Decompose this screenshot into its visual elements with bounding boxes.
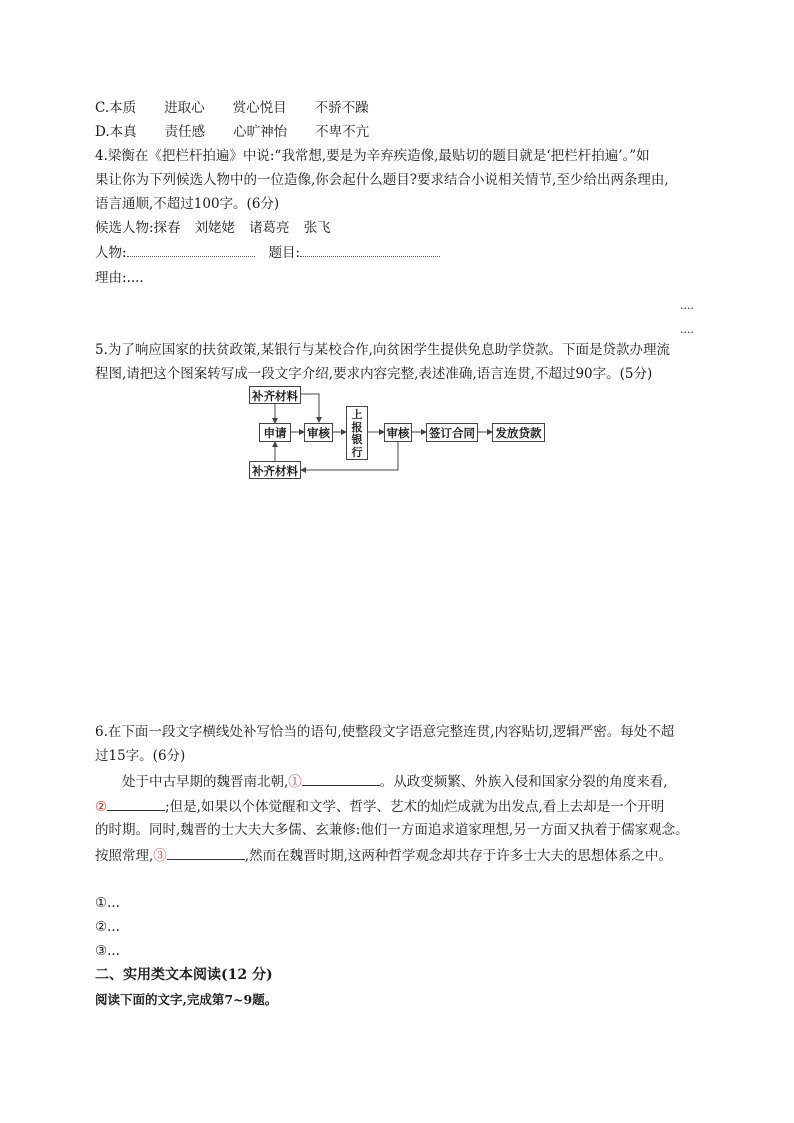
q5-line2: 程图,请把这个图案转写成一段文字介绍,要求内容完整,表述准确,语言连贯,不超过90字。(5分): [95, 366, 653, 382]
q6-line1: 6.在下面一段文字横线处补写恰当的语句,使整段文字语意完整连贯,内容贴切,逻辑严密。每处不超: [95, 724, 675, 740]
q6-p2-text: ;但是,如果以个体觉醒和文学、哲学、艺术的灿烂成就为出发点,看上去却是一个开明: [165, 799, 665, 815]
flow-review1: 审核: [304, 423, 333, 442]
option-d-word1: 责任感: [164, 124, 206, 140]
candidate-3: 诸葛亮: [249, 220, 290, 236]
flow-supplement-top: 补齐材料: [249, 386, 301, 404]
flow-issue-loan: 发放贷款: [492, 423, 545, 442]
candidate-1: 候选人物:探春: [95, 220, 181, 236]
blank-3-marker: ③: [153, 848, 167, 864]
q6-answer-2: ②...: [95, 919, 120, 935]
q6-para-line1: [122, 771, 668, 792]
q6-line2: 过15字。(6分): [95, 748, 186, 764]
q6-p4-text-a: 按照常理,: [95, 848, 154, 864]
blank-1-line[interactable]: [302, 771, 380, 786]
candidate-4: 张飞: [303, 220, 331, 236]
flow-apply: 申请: [259, 423, 291, 442]
reason-ellipsis: ....: [126, 270, 144, 286]
reason-ellipsis-1: ....: [680, 299, 694, 312]
person-label: 人物:: [95, 245, 127, 261]
reason-label: 理由:: [95, 270, 127, 286]
option-c-word3: 不骄不躁: [314, 100, 369, 116]
q6-answer-1: ①...: [95, 895, 120, 911]
option-c-word1: 进取心: [164, 100, 205, 116]
title-label: 题目:: [268, 245, 301, 261]
q6-para-line3: 的时期。同时,魏晋的士大夫大多儒、玄兼修:他们一方面追求道家理想,另一方面又执着于儒家观念。: [95, 822, 689, 838]
flowchart-connectors: [0, 0, 794, 520]
reason-ellipsis-2: ....: [680, 323, 694, 336]
q6-p4-text-b: ,然而在魏晋时期,这两种哲学观念却共存于许多士大夫的思想体系之中。: [244, 848, 672, 864]
option-c-label: C.本质: [95, 100, 137, 116]
q6-p1-text-b: 。从政变频繁、外族入侵和国家分裂的角度来看,: [379, 774, 668, 790]
flow-report-bank: 上报银行: [346, 406, 368, 460]
flow-review2: 审核: [384, 423, 412, 442]
blank-2-marker: ②: [95, 799, 108, 815]
flow-supplement-bottom: 补齐材料: [249, 461, 301, 479]
q6-para-line4: [95, 845, 672, 866]
q6-answer-3: ③...: [95, 943, 120, 959]
q4-line1: 4.梁衡在《把栏杆拍遍》中说:“我常想,要是为辛弃疾造像,最贴切的题目就是‘把栏杆拍遍’。”如: [95, 148, 650, 164]
q6-p1-text-a: 处于中古早期的魏晋南北朝,: [122, 774, 289, 790]
option-c-word2: 赏心悦目: [232, 100, 287, 116]
candidate-2: 刘姥姥: [194, 220, 236, 236]
q5-line1: 5.为了响应国家的扶贫政策,某银行与某校合作,向贫困学生提供免息助学贷款。下面是贷款办理流: [95, 342, 670, 358]
q6-para-line2: [95, 796, 664, 817]
option-d-word3: 不卑不亢: [315, 124, 370, 140]
section2-instruction: 阅读下面的文字,完成第7~9题。: [95, 992, 278, 1007]
blank-2-line[interactable]: [107, 796, 165, 811]
option-d-label: D.本真: [95, 124, 137, 140]
section2-title: 二、实用类文本阅读(12 分): [95, 967, 273, 983]
q4-line2: 果让你为下列候选人物中的一位造像,你会起什么题目?要求结合小说相关情节,至少给出两条理由,: [95, 172, 669, 188]
q4-line3: 语言通顺,不超过100字。(6分): [95, 196, 280, 212]
arrow-supplement-top-to-review1: [301, 394, 319, 422]
option-d-word2: 心旷神怡: [233, 124, 288, 140]
blank-1-marker: ①: [288, 774, 302, 790]
blank-3-line[interactable]: [167, 845, 245, 860]
flow-sign-contract: 签订合同: [426, 423, 478, 442]
